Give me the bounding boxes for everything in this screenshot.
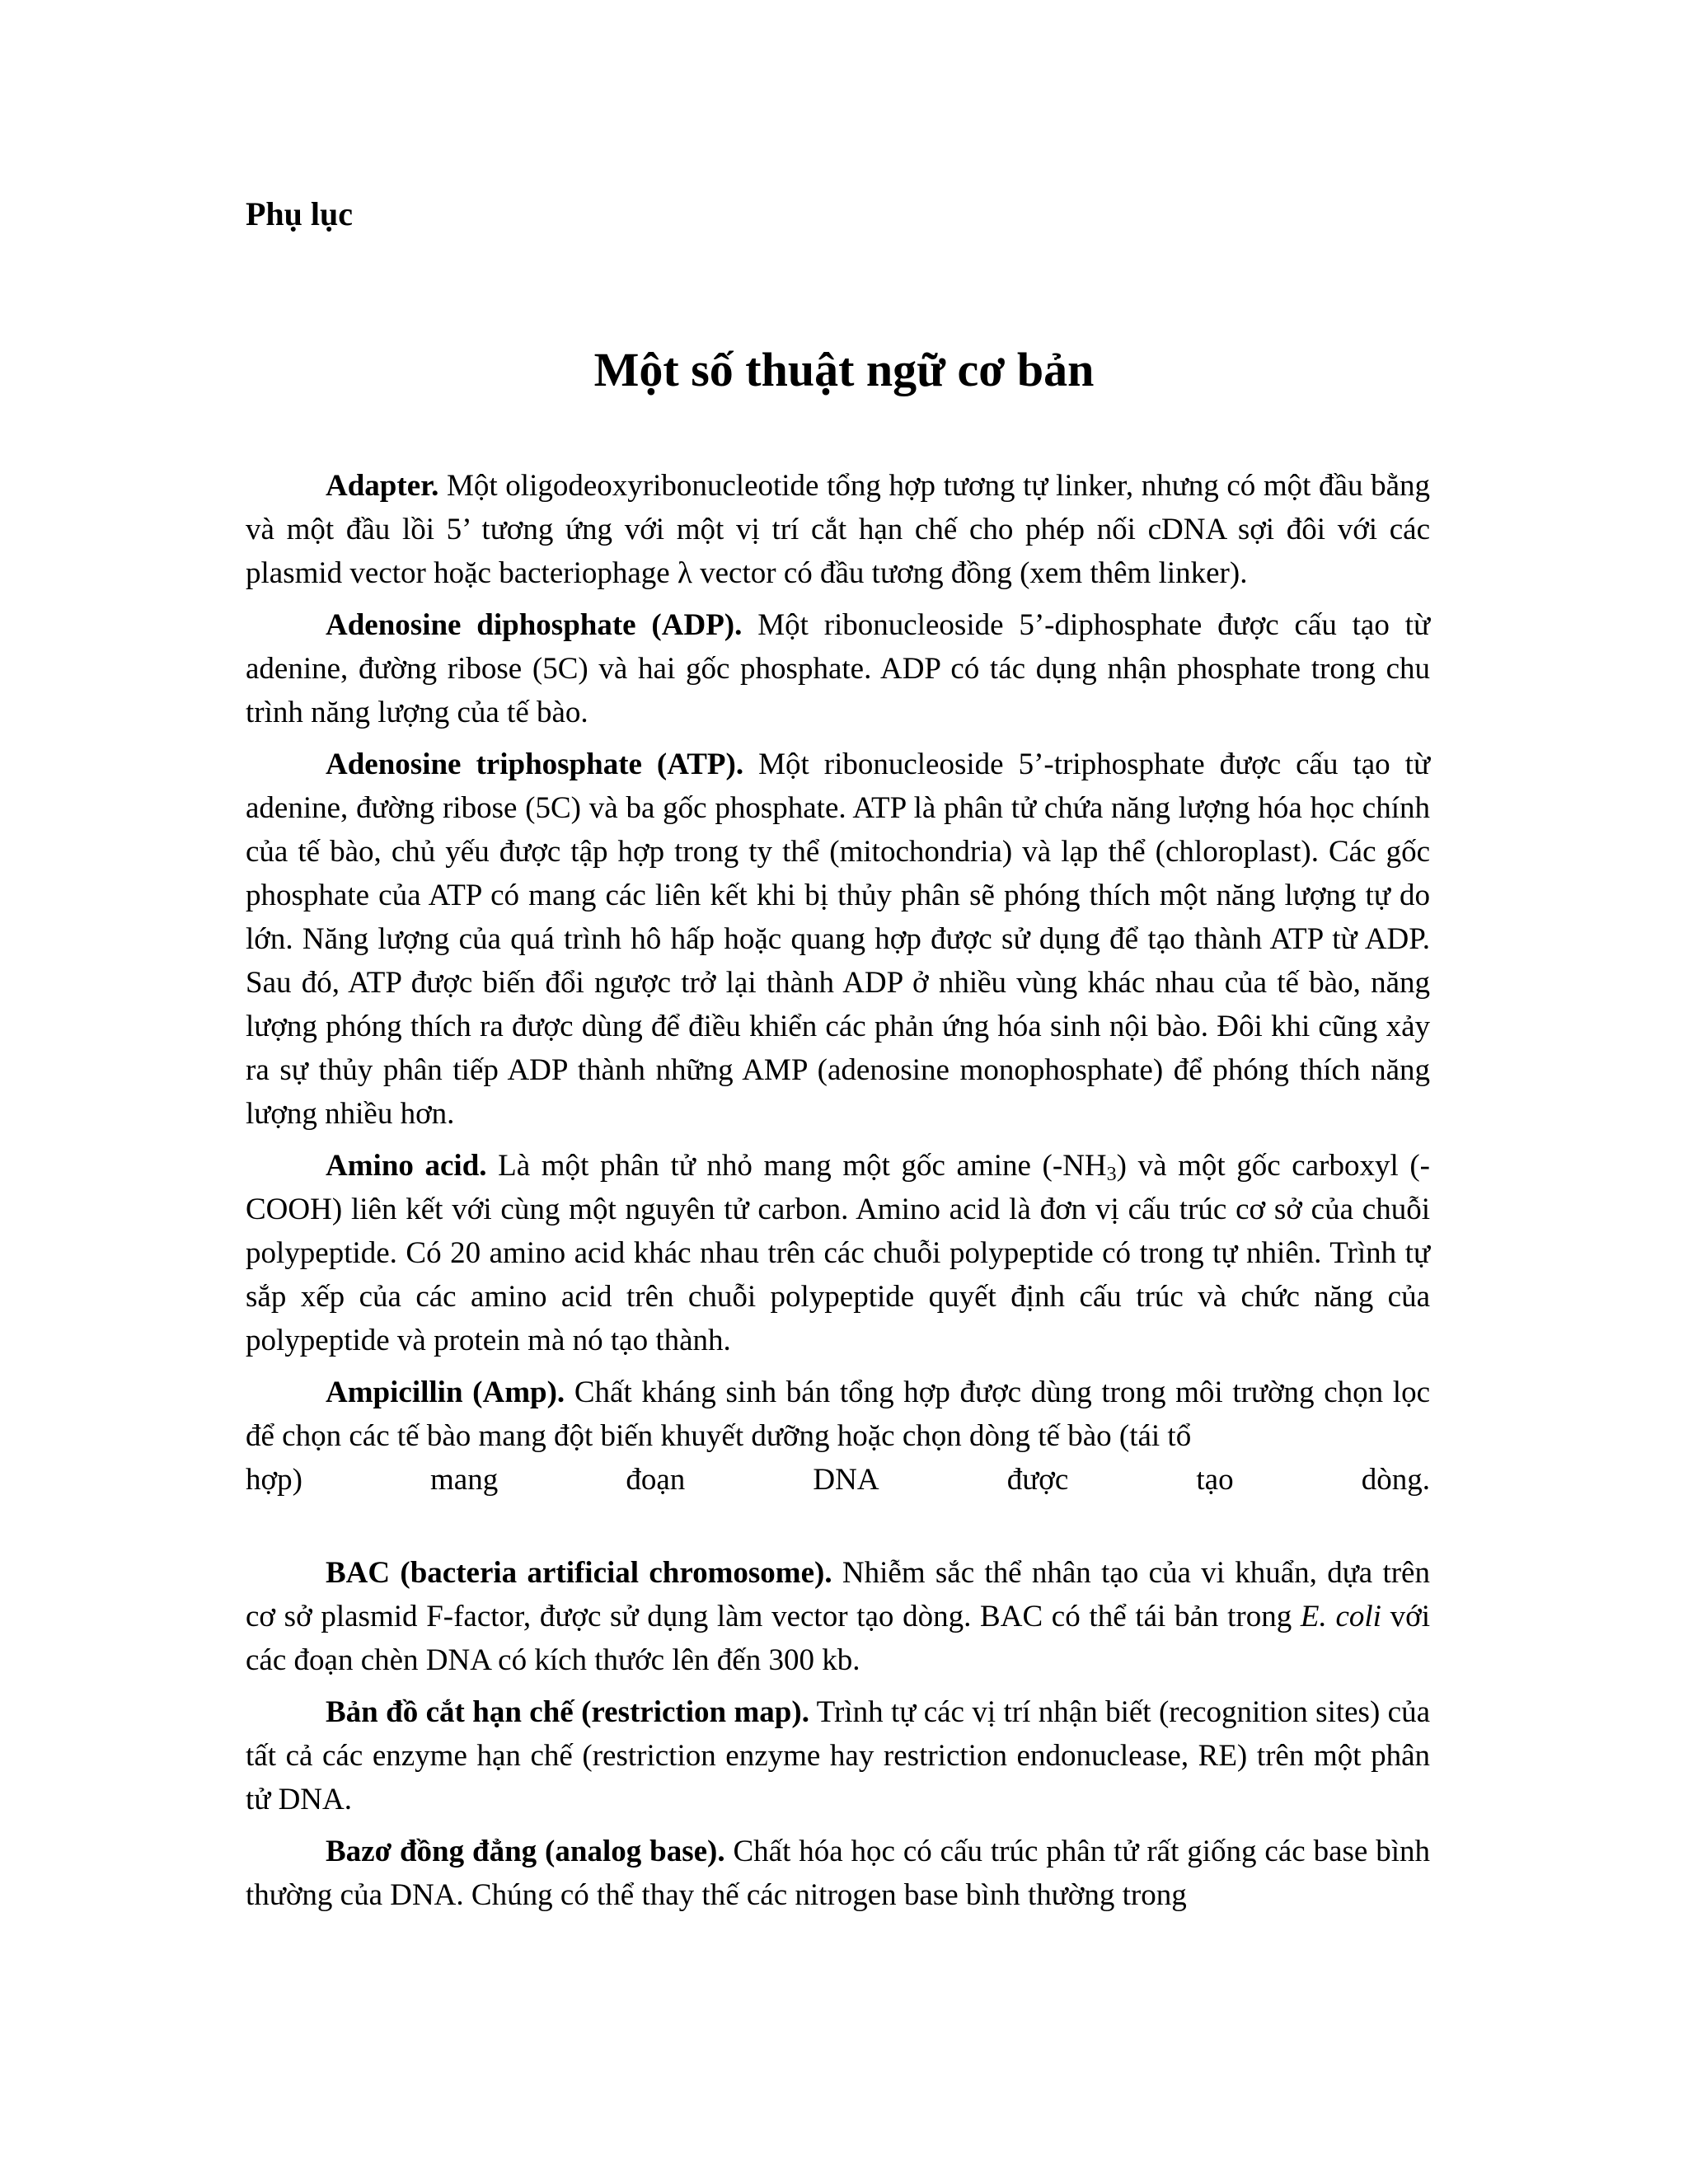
entry-definition: Nhiễm sắc thể nhân tạo của vi khuẩn, dựa trên cơ sở plasmid F-factor, được sử dụng làm vector tạo dòng. BAC có thể tái bản trong bbox=[246, 1556, 1430, 1633]
word: DNA bbox=[813, 1463, 879, 1497]
entry-definition-cont: ) và một gốc carboxyl (-COOH) liên kết với cùng một nguyên tử carbon. Amino acid là đơn vị cấu trúc cơ sở của chuỗi polypeptide. Có 20 amino acid khác nhau trên các chuỗi polypeptide có trong tự nhiên. Trình tự sắp xếp của các amino acid trên chuỗi polypeptide quyết định cấu trúc và chức năng của polypeptide và protein mà nó tạo thành. bbox=[246, 1149, 1430, 1357]
word: được bbox=[1006, 1463, 1069, 1497]
entry-definition: Chất kháng sinh bán tổng hợp được dùng trong môi trường chọn lọc để chọn các tế bào mang đột biến khuyết dưỡng hoặc chọn dòng tế bào (tái tổ bbox=[246, 1376, 1430, 1453]
glossary-entry-adp bbox=[246, 603, 1430, 734]
glossary-entry-amino-acid bbox=[246, 1144, 1430, 1362]
word: đoạn bbox=[626, 1463, 686, 1497]
word: tạo bbox=[1196, 1463, 1234, 1497]
entry-term: Adapter. bbox=[326, 469, 439, 503]
italic-species-name: E. coli bbox=[1300, 1600, 1381, 1633]
entry-term: Adenosine diphosphate (ADP). bbox=[326, 608, 743, 642]
entry-definition-cont: với các đoạn chèn DNA có kích thước lên đến 300 kb. bbox=[246, 1600, 1430, 1677]
section-label: Phụ lục bbox=[246, 195, 354, 232]
word: dòng. bbox=[1361, 1463, 1430, 1497]
entry-term: Adenosine triphosphate (ATP). bbox=[326, 748, 744, 781]
entry-term: Bazơ đồng đẳng (analog base). bbox=[326, 1835, 725, 1868]
glossary-entries bbox=[246, 464, 1430, 1925]
glossary-entry-atp bbox=[246, 743, 1430, 1136]
subscript: 3 bbox=[1106, 1164, 1117, 1185]
entry-term: Bản đồ cắt hạn chế (restriction map). bbox=[326, 1695, 809, 1729]
entry-term: BAC (bacteria artificial chromosome). bbox=[326, 1556, 832, 1590]
glossary-entry-analog-base bbox=[246, 1830, 1430, 1917]
entry-definition: Trình tự các vị trí nhận biết (recognition sites) của tất cả các enzyme hạn chế (restriction enzyme hay restriction endonuclease, RE) trên một phân tử DNA. bbox=[246, 1695, 1430, 1816]
entry-definition: Là một phân tử nhỏ mang một gốc amine (-NH bbox=[486, 1149, 1107, 1183]
justified-last-line bbox=[246, 1458, 1430, 1502]
entry-definition: Một ribonucleoside 5’-diphosphate được cấu tạo từ adenine, đường ribose (5C) và hai gốc phosphate. ADP có tác dụng nhận phosphate trong chu trình năng lượng của tế bào. bbox=[246, 608, 1430, 729]
glossary-entry-restriction-map bbox=[246, 1690, 1430, 1821]
entry-term: Amino acid. bbox=[326, 1149, 487, 1183]
glossary-entry-bac bbox=[246, 1551, 1430, 1682]
page-title: Một số thuật ngữ cơ bản bbox=[593, 343, 1095, 396]
word: mang bbox=[430, 1463, 499, 1497]
entry-definition: Một ribonucleoside 5’-triphosphate được cấu tạo từ adenine, đường ribose (5C) và ba gốc phosphate. ATP là phân tử chứa năng lượng hóa học chính của tế bào, chủ yếu được tập hợp trong ty thể (mitochondria) và lạp thể (chloroplast). Các gốc phosphate của ATP có mang các liên kết khi bị thủy phân sẽ phóng thích một năng lượng tự do lớn. Năng lượng của quá trình hô hấp hoặc quang hợp được sử dụng để tạo thành ATP từ ADP. Sau đó, ATP được biến đổi ngược trở lại thành ADP ở nhiều vùng khác nhau của tế bào, năng lượng phóng thích ra được dùng để điều khiển các phản ứng hóa sinh nội bào. Đôi khi cũng xảy ra sự thủy phân tiếp ADP thành những AMP (adenosine monophosphate) để phóng thích năng lượng nhiều hơn. bbox=[246, 748, 1430, 1131]
entry-definition: Chất hóa học có cấu trúc phân tử rất giống các base bình thường của DNA. Chúng có thể thay thế các nitrogen base bình thường trong bbox=[246, 1835, 1430, 1912]
glossary-entry-ampicillin bbox=[246, 1371, 1430, 1502]
entry-definition: Một oligodeoxyribonucleotide tổng hợp tương tự linker, nhưng có một đầu bằng và một đầu lồi 5’ tương ứng với một vị trí cắt hạn chế cho phép nối cDNA sợi đôi với các plasmid vector hoặc bacteriophage λ vector có đầu tương đồng (xem thêm linker). bbox=[246, 469, 1430, 590]
word: hợp) bbox=[246, 1463, 302, 1497]
entry-term: Ampicillin (Amp). bbox=[326, 1376, 565, 1409]
glossary-entry-adapter bbox=[246, 464, 1430, 595]
